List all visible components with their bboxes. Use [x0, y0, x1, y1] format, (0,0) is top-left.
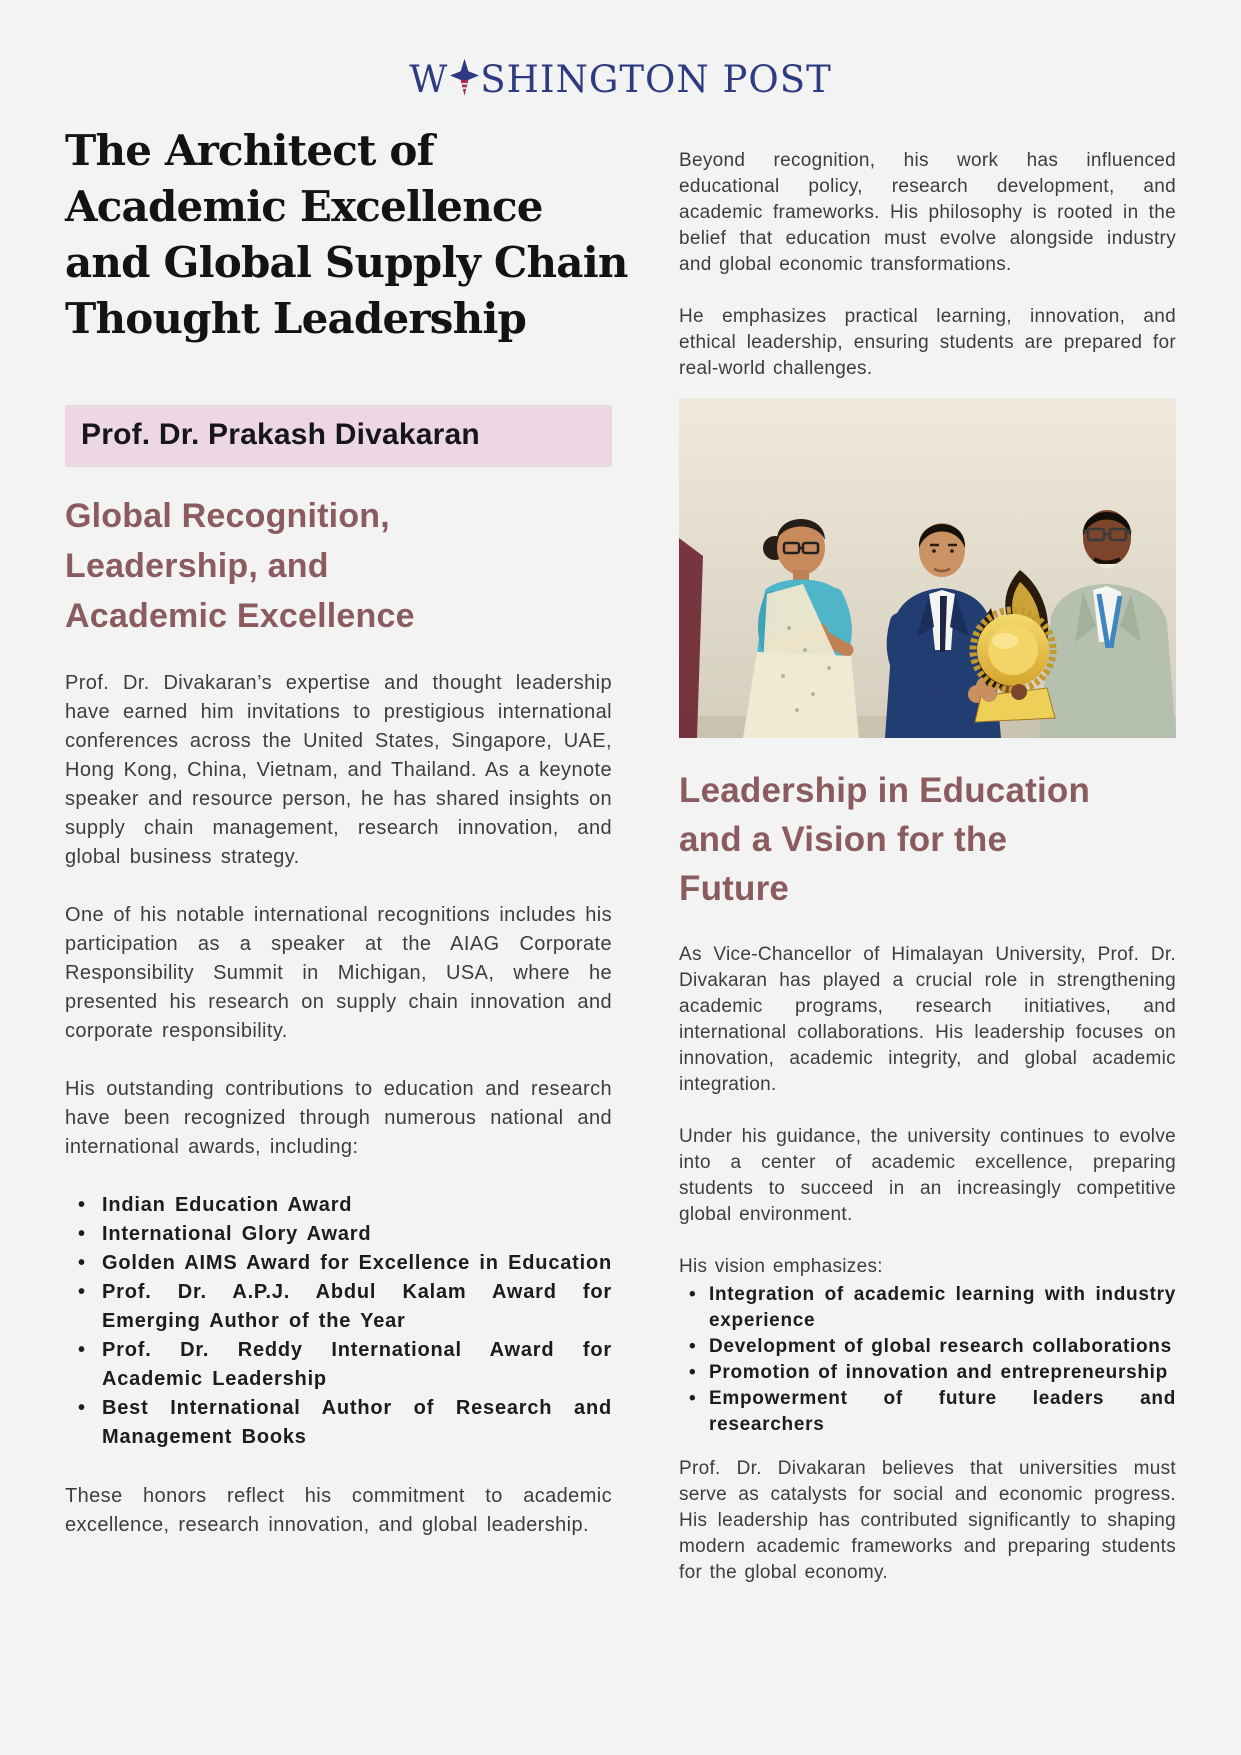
left-paragraph-group	[65, 669, 612, 1540]
vision-item: • Integration of academic learning with industry experience	[679, 1282, 1176, 1334]
title-line-4: Thought Leadership	[65, 294, 527, 343]
award-item: • Best International Author of Research and Management Books	[65, 1394, 612, 1452]
article-body	[0, 101, 1241, 1612]
heading-line-1: Global Recognition,	[65, 497, 390, 535]
award-item: • Prof. Dr. Reddy International Award for Academic Leadership	[65, 1336, 612, 1394]
star-icon	[450, 58, 479, 101]
award-ceremony-photo	[679, 398, 1176, 738]
paragraph: Under his guidance, the university continues to evolve into a center of academic excellence, preparing students to succeed in an increasingly competitive global environment.	[679, 1126, 1176, 1226]
vision-item: • Empowerment of future leaders and researchers	[679, 1386, 1176, 1438]
paragraph: Beyond recognition, his work has influenced educational policy, research development, and academic frameworks. His philosophy is rooted in the belief that education must evolve alongside industry and global economic transformations.	[679, 150, 1176, 275]
vision-label: His vision emphasizes:	[679, 1256, 883, 1278]
right-column	[679, 101, 1176, 1612]
awards-list	[65, 1191, 612, 1452]
right-paragraph-group	[679, 942, 1176, 1586]
section-heading-vision	[679, 766, 1176, 913]
vision-item: • Development of global research collaborations	[679, 1334, 1176, 1360]
right-intro	[679, 148, 1176, 398]
paragraph: Prof. Dr. Divakaran’s expertise and thought leadership have earned him invitations to prestigious international conferences across the United States, Singapore, UAE, Hong Kong, China, Vietnam, and Thailand. As a keynote speaker and resource person, he has shared insights on supply chain management, research innovation, and global business strategy.	[65, 672, 612, 869]
vision-item: • Promotion of innovation and entrepreneurship	[679, 1360, 1176, 1386]
paragraph: His outstanding contributions to education and research have been recognized through numerous national and international awards, including:	[65, 1078, 612, 1159]
paragraph: He emphasizes practical learning, innovation, and ethical leadership, ensuring students are prepared for real-world challenges.	[679, 306, 1176, 379]
paragraph: Prof. Dr. Divakaran believes that universities must serve as catalysts for social and economic progress. His leadership has contributed significantly to shaping modern academic frameworks and preparing students for the global economy.	[679, 1458, 1176, 1584]
brand-text-rest: SHINGTON POST	[480, 58, 832, 101]
section-heading-recognition	[65, 491, 612, 641]
award-item: • Indian Education Award	[65, 1191, 612, 1220]
left-column	[65, 101, 628, 1569]
vision-list	[679, 1282, 1176, 1438]
title-line-3: and Global Supply Chain	[65, 238, 628, 287]
brand-text-w: W	[409, 58, 449, 101]
heading-line-2: Leadership, and	[65, 547, 329, 585]
award-item: • International Glory Award	[65, 1220, 612, 1249]
award-item: • Golden AIMS Award for Excellence in Education	[65, 1249, 612, 1278]
paragraph: These honors reflect his commitment to academic excellence, research innovation, and global leadership.	[65, 1485, 612, 1537]
title-line-1: The Architect of	[65, 126, 434, 175]
heading-line-3: Academic Excellence	[65, 597, 415, 635]
title-line-2: Academic Excellence	[65, 182, 543, 231]
heading-line-3: Future	[679, 869, 790, 908]
heading-line-1: Leadership in Education	[679, 771, 1091, 810]
article-title	[65, 123, 685, 347]
masthead	[0, 0, 1241, 101]
heading-line-2: and a Vision for the	[679, 820, 1008, 859]
award-item: • Prof. Dr. A.P.J. Abdul Kalam Award for Emerging Author of the Year	[65, 1278, 612, 1336]
name-badge: Prof. Dr. Prakash Divakaran	[65, 405, 612, 467]
paragraph: One of his notable international recognitions includes his participation as a speaker at the AIAG Corporate Responsibility Summit in Michigan, USA, where he presented his research on supply chain innovation and corporate responsibility.	[65, 904, 612, 1043]
paragraph: As Vice-Chancellor of Himalayan University, Prof. Dr. Divakaran has played a crucial role in strengthening academic programs, research initiatives, and international collaborations. His leadership focuses on innovation, academic integrity, and global academic integration.	[679, 944, 1176, 1096]
